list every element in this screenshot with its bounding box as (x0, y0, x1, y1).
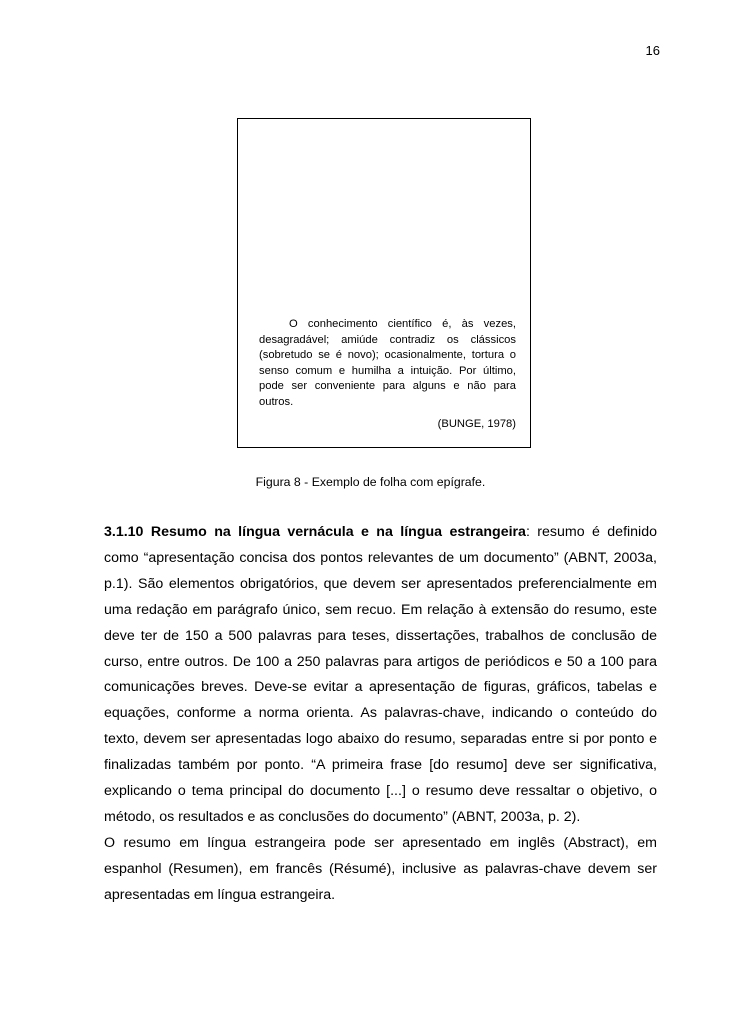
figure-caption (0, 475, 729, 489)
paragraph-1 (104, 520, 657, 831)
epigraph-text: O conhecimento científico é, às vezes, desagradável; amiúde contradiz os clássicos (sobretudo se é novo); ocasionalmente, tortura o senso comum e humilha a intuição. Por último, pode ser conveniente para alguns e não para outros. (259, 318, 516, 408)
paragraph-2: O resumo em língua estrangeira pode ser apresentado em inglês (Abstract), em espanhol (Resumen), em francês (Résumé), inclusive as palavras-chave devem ser apresentadas em língua estrangeira. (104, 834, 657, 903)
body-text (104, 520, 657, 909)
epigraph-box (237, 118, 531, 448)
section-title: 3.1.10 Resumo na língua vernácula e na língua estrangeira (104, 524, 526, 540)
page-number: 16 (645, 43, 660, 58)
paragraph-1-text: : resumo é definido como “apresentação concisa dos pontos relevantes de um documento” (ABNT, 2003a, p.1). São elementos obrigatórios, que devem ser apresentados preferencialmente em uma redação em parágrafo único, sem recuo. Em relação à extensão do resumo, este deve ter de 150 a 500 palavras para teses, dissertações, trabalhos de conclusão de curso, entre outros. De 100 a 250 palavras para artigos de periódicos e 50 a 100 para comunicações breves. Deve-se evitar a apresentação de figuras, gráficos, tabelas e equações, conforme a norma orienta. As palavras-chave, indicando o conteúdo do texto, devem ser apresentadas logo abaixo do resumo, separadas entre si por ponto e finalizadas também por ponto. “A primeira frase [do resumo] deve ser significativa, explicando o tema principal do documento [...] o resumo deve ressaltar o objetivo, o método, os resultados e as conclusões do documento” (ABNT, 2003a, p. 2). (104, 524, 657, 825)
epigraph-citation: (BUNGE, 1978) (437, 418, 516, 430)
figure-caption-text: Figura 8 - Exemplo de folha com epígrafe. (255, 475, 486, 489)
